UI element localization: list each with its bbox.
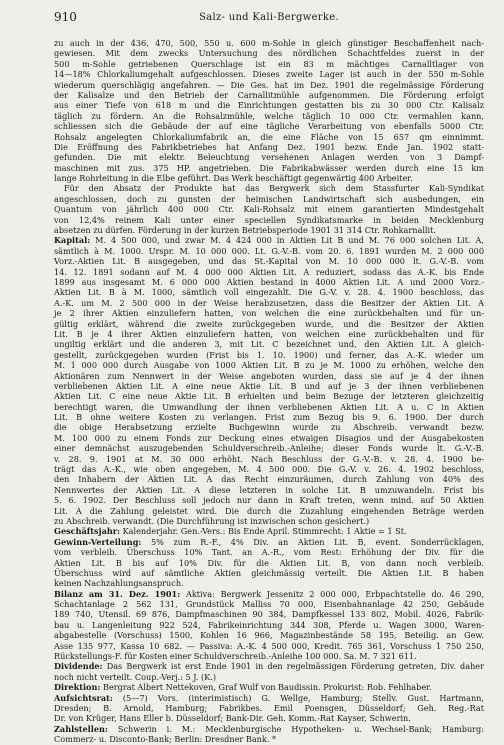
text-line <box>54 121 484 131</box>
line-text: Die Eröffnung des Fabrikbetriebes hat Anfang Dez. 1901 bezw. Ende Jan. 1902 statt- <box>54 141 484 152</box>
text-line <box>54 90 484 100</box>
text-line <box>54 142 484 152</box>
line-text: M. 4 500 000, und zwar M. 4 424 000 in Aktien Lit B und M. 76 000 solchen Lit. A, <box>90 235 484 246</box>
text-line <box>54 152 484 162</box>
text-line <box>54 360 484 370</box>
line-text: wiederum querschlägig angefahren. — Die Ges. hat im Dez. 1901 die regelmässige Förderung <box>54 79 484 90</box>
line-text: Quantum von jährlich 400 000 Ctr. Kali-Rohsalz mit einem garantierten Mindestgehalt <box>54 204 484 215</box>
text-line <box>54 620 484 630</box>
line-text: 14—18% Chlorkaliumgehalt aufgeschlossen. Dieses zweite Lager ist auch in der 550 m-Sohle <box>54 69 484 80</box>
text-line <box>54 402 484 412</box>
line-text: Commerz- u. Disconto-Bank; Berlin: Dresdner Bank. * <box>54 734 277 745</box>
line-text: Für den Absatz der Produkte hat das Bergwerk sich dem Stassfurter Kali-Syndikat <box>64 183 484 194</box>
text-line <box>54 672 484 682</box>
section-keyword: Geschäftsjahr: <box>54 526 121 537</box>
line-text: 5. 6. 1902. Der Beschluss soll jedoch nur dann in Kraft treten, wenn mind. auf 50 Aktien <box>54 495 484 506</box>
text-line <box>54 38 484 48</box>
text-line <box>54 506 484 516</box>
text-line <box>54 225 484 235</box>
line-text: berechtigt waren, die Umwandlung der ihnen verbliebenen Aktien Lit. A u. C in Aktien <box>54 401 484 412</box>
section-keyword: Bilanz am 31. Dez. 1901: <box>54 588 181 599</box>
line-text: Nennwertes der Aktien Lit. A diese letzteren in solche Lit. B umzuwandeln. Frist bis <box>54 484 484 495</box>
line-text: 14. 12. 1891 sodann auf M. 4 000 000 Aktien Lit. A reduziert, sodass das A.-K. bis Ende <box>54 266 484 277</box>
text-line <box>54 132 484 142</box>
line-text: aus einer Tiefe von 618 m und die Einrichtungen gestatten bis zu 30 000 Ctr. Kalisalz <box>54 100 484 111</box>
line-text: 189 740, Utensil. 69 876, Dampfmaschinen 90 384, Dampfkessel 133 802, Mobil. 4026, Fabrik- <box>54 609 484 620</box>
text-line <box>54 485 484 495</box>
line-text: Rohsalz angelegten Chlorkaliumfabrik an, die eine Fläche von 15 657 qm einnimmt. <box>54 131 484 142</box>
line-text: Kalenderjahr. Gen.-Vers.: Bis Ende April. Stimmrecht: 1 Aktie = 1 St. <box>120 526 407 537</box>
text-line <box>54 443 484 453</box>
line-text: Vorz.-Aktien Lit. B ausgegeben, und das St.-Kapital von M. 10 000 000 lt. G.-V.-B. vom <box>54 256 484 267</box>
text-line <box>54 537 484 547</box>
text-line <box>54 381 484 391</box>
text-line <box>54 589 484 599</box>
line-text: Aktiva: Bergwerk Jessenitz 2 000 000, Erbpachtstelle do. 46 290, <box>180 588 484 599</box>
text-line <box>54 495 484 505</box>
text-line <box>54 391 484 401</box>
text-line <box>54 651 484 661</box>
line-text: maschinen mit zus. 375 HP. angetrieben. Die Fabrikabwässer werden durch eine 15 km <box>54 162 484 173</box>
section-keyword: Zahlstellen: <box>54 723 108 734</box>
line-text: lange Rohrleitung in die Elbe geführt. Das Werk beschäftigt gegenwärtig 400 Arbeiter. <box>54 173 413 184</box>
text-line <box>54 111 484 121</box>
text-line <box>54 100 484 110</box>
text-line <box>54 454 484 464</box>
line-text: Überschuss wird auf sämtliche Aktien gleichmässig verteilt. Die Aktien Lit. B haben <box>54 567 484 578</box>
text-line <box>54 568 484 578</box>
text-line <box>54 59 484 69</box>
page-header <box>54 10 484 32</box>
text-line <box>54 693 484 703</box>
line-text: Rückstellungs-F. für Kosten einer Schuldverschreib.-Anleihe 100 000. Sa. M. 7 321 611. <box>54 651 417 662</box>
text-line <box>54 69 484 79</box>
line-text: je 2 ihrer Aktien einzuliefern hatten, von welchen die eine zurückbehalten und für un- <box>54 308 484 319</box>
line-text: 500 m-Sohle getriebenen Querschlage ist ein 83 m mächtiges Carnalltlager von <box>54 58 484 69</box>
text-line <box>54 609 484 619</box>
line-text: schliessen sich die Gebäude der auf eine tägliche Verarbeitung von ebenfalls 5000 Ctr. <box>54 121 484 132</box>
line-text: Das Bergwerk ist erst Ende 1901 in den regelmässigen Förderung getreten, Div. daher <box>102 661 484 672</box>
line-text: gefunden. Die mit elektr. Beleuchtung versehenen Anlagen werden von 3 Dampf- <box>54 152 484 163</box>
line-text: keinen Nachzahlungsanspruch. <box>54 578 184 589</box>
text-line <box>54 516 484 526</box>
text-line <box>54 661 484 671</box>
text-line <box>54 578 484 588</box>
line-text: ungiltig erklärt und die anderen 3, mit Lit. C bezeichnet und, den Aktien Lit. A gleich- <box>54 339 484 350</box>
line-text: zu auch in der 436, 470, 500, 550 u. 600 m-Sohle in gleich günstiger Beschaffenheit nach- <box>54 38 484 48</box>
line-text: verbliebenen Aktien Lit. A eine neue Aktie Lit. B und auf je 3 der ihnen verbliebenen <box>54 380 484 391</box>
line-text: abgabestelle (Vorschuss) 1500, Kohlen 16 966, Magazinbestände 58 195, Beteilig. an Gew. <box>54 630 484 641</box>
line-text: Aktien Lit. B à M. 1000, sämtlich voll eingezahlt. Die G.-V. v. 28. 4. 1900 beschloss, das <box>54 287 484 298</box>
line-text: Aktionären zum Nennwert in der Weise angeboten wurden, dass sie auf je 4 der ihnen <box>54 370 484 381</box>
text-line <box>54 339 484 349</box>
line-text: Bergrat Albert Nettekoven, Graf Wulf von Baudissin. Prokurist: Rob. Fehlhaber. <box>100 682 432 693</box>
text-line <box>54 48 484 58</box>
text-line <box>54 371 484 381</box>
text-line <box>54 547 484 557</box>
text-line <box>54 630 484 640</box>
line-text: Dresden; B. Arnold, Hamburg; Fabrikbes. Emil Poensgen, Düsseldorf; Geh. Reg.-Rat <box>54 703 484 713</box>
running-title: Salz- und Kali-Bergwerke. <box>199 12 339 23</box>
text-line <box>54 163 484 173</box>
text-line <box>54 80 484 90</box>
line-text: die obige Herabsetzung erzielte Buchgewinn wurde zu Abschreib. verwandt bezw. <box>54 422 484 433</box>
text-line <box>54 183 484 193</box>
line-text: Lit. B je 4 ihrer Aktien einzuliefern hatten, von welchen eine zurückbehalten und für <box>54 328 484 339</box>
line-text: Aktien Lit. C eine neue Aktie Lit. B erhielten und beim Bezuge der letzteren gleichzeitig <box>54 391 484 402</box>
text-line <box>54 215 484 225</box>
line-text: 1899 aus insgesamt M. 6 000 000 Aktien bestand in 4000 Aktien Lit. A und 2000 Vorz.- <box>54 276 484 287</box>
text-line <box>54 319 484 329</box>
line-text: der Kalisalze und den Betrieb der Carnallitmühle aufgenommen. Die Förderung erfolgt <box>54 89 484 100</box>
line-text: gültig erklärt, während die zweite zurückgegeben wurde, und die Besitzer der Aktien <box>54 318 484 329</box>
line-text: zu Abschreib. verwandt. (Die Durchführung ist inzwischen schon gesichert.) <box>54 515 370 526</box>
text-line <box>54 474 484 484</box>
page-number: 910 <box>54 10 77 24</box>
text-line <box>54 412 484 422</box>
text-line <box>54 350 484 360</box>
line-text: Dr. von Krüger, Hans Eller b. Düsseldorf; Bank-Dir. Geh. Komm.-Rat Kayser, Schwerin. <box>54 713 411 724</box>
line-text: bau u. Langenleitung 922 524, Fabrikeinrichtung 344 308, Pferde u. Wagen 3000, Waren- <box>54 619 484 630</box>
text-line <box>54 641 484 651</box>
line-text: (5—7) Vors. (interimistisch) G. Wellge, Hamburg; Stellv. Gust. Hartmann, <box>112 692 484 703</box>
text-line <box>54 194 484 204</box>
text-line <box>54 734 484 744</box>
text-line <box>54 256 484 266</box>
line-text: sämtlich à M. 1000. Urspr. M. 10 000 000. Lt. G.-V.-B. vom 20. 6. 1891 wurden M. 2 000 000 <box>54 245 484 256</box>
line-text: noch nicht verteilt. Coup.-Verj.: 5 J. (K.) <box>54 671 216 682</box>
line-text: angeschlossen, doch zu gunsten der heimischen Landwirtschaft sich ausbedungen, ein <box>54 193 484 204</box>
section-keyword: Aufsichtsrat: <box>54 692 113 703</box>
text-line <box>54 246 484 256</box>
text-line <box>54 433 484 443</box>
line-text: absetzen zu dürfen. Förderung in der kurzen Betriebsperiode 1901 31 314 Ctr. Rohkarnallit. <box>54 225 436 236</box>
text-line <box>54 235 484 245</box>
text-line <box>54 173 484 183</box>
section-keyword: Direktion: <box>54 682 101 693</box>
line-text: einer demnächst auszugebenden Schuldverschreib.-Anleihe; dieser Fonds wurde lt. G.-V.-B. <box>54 443 484 454</box>
text-line <box>54 287 484 297</box>
text-line <box>54 308 484 318</box>
text-line <box>54 464 484 474</box>
line-text: Aktien Lit. B bis auf 10% Div. für die Aktien Lit. B, von dann noch verbleib. <box>54 557 484 568</box>
line-text: M. 1 000 000 durch Ausgabe von 1000 Aktien Lit. B zu je M. 1000 zu erhöhen, welche den <box>54 360 484 371</box>
line-text: v. 28. 9. 1901 at M. 30 000 erhöht. Nach Beschluss der G.-V.-B. v. 28. 4. 1900 be- <box>54 453 484 464</box>
line-text: gewiesen. Mit dem zwecks Untersuchung des nördlichen Schachtfeldes zuerst in der <box>54 48 484 59</box>
text-line <box>54 724 484 734</box>
text-line <box>54 204 484 214</box>
text-line <box>54 599 484 609</box>
text-line <box>54 558 484 568</box>
text-line <box>54 703 484 713</box>
line-text: Schwerin i. M.: Mecklenburgische Hypotheken- u. Wechsel-Bank; Hamburg: <box>107 723 484 734</box>
line-text: 5% zum R.-F., 4% Div. an Aktien Lit. B, event. Sonderrücklagen, <box>141 536 484 547</box>
line-text: den Inhabern der Aktien Lit. A das Recht einzuräumen, durch Zahlung von 40% des <box>54 474 484 485</box>
text-line <box>54 422 484 432</box>
line-text: Lit. A die Zahlung geleistet wird. Die durch die Zuzahlung eingehenden Beträge werden <box>54 505 484 516</box>
document-body <box>54 38 484 745</box>
text-line <box>54 277 484 287</box>
line-text: vom verbleib. Überschuss 10% Tant. an A.-R., vom Rest: Erhöhung der Div. für die <box>54 547 484 558</box>
line-text: A.-K. um M. 2 500 000 in der Weise herabzusetzen, dass die Besitzer der Aktien Lit. A <box>54 297 484 308</box>
text-line <box>54 298 484 308</box>
text-line <box>54 329 484 339</box>
text-line <box>54 713 484 723</box>
section-keyword: Gewinn-Verteilung: <box>54 536 142 547</box>
section-keyword: Dividende: <box>54 661 103 672</box>
line-text: von 12,4% reinem Kali unter einer speciellen Syndikatsmarke in beiden Mecklenburg <box>54 214 484 225</box>
line-text: Lit. B ohne weitere Kosten zu verlangen. Frist zum Bezug bis 9. 6. 1900. Der durch <box>54 412 484 423</box>
section-keyword: Kapital: <box>54 235 91 246</box>
line-text: M. 100 000 zu einem Fonds zur Deckung eines etwaigen Disagios und der Ausgabekosten <box>54 432 484 443</box>
line-text: täglich zu fördern. An die Rohsalzmühle, welche täglich 10 000 Ctr. vermahlen kann, <box>54 110 484 121</box>
line-text: gestellt, zurückgegeben wurden (Frist bis 1. 10. 1900) und ferner, das A.-K. wieder um <box>54 349 484 360</box>
text-line <box>54 682 484 692</box>
line-text: Schachtanlage 2 562 131, Grundstück Malliss 70 000, Eisenbahnanlage 42 250, Gebäude <box>54 599 484 610</box>
text-line <box>54 267 484 277</box>
text-line <box>54 526 484 536</box>
line-text: trägt das A.-K., wie oben angegeben, M. 4 500 000. Die G.-V. v. 26. 4. 1902 beschloss, <box>54 464 484 475</box>
line-text: Asse 135 977, Kassa 10 682. — Passiva: A.-K. 4 500 000, Kredit. 765 361, Vorschuss 1 750 250, <box>54 640 484 651</box>
